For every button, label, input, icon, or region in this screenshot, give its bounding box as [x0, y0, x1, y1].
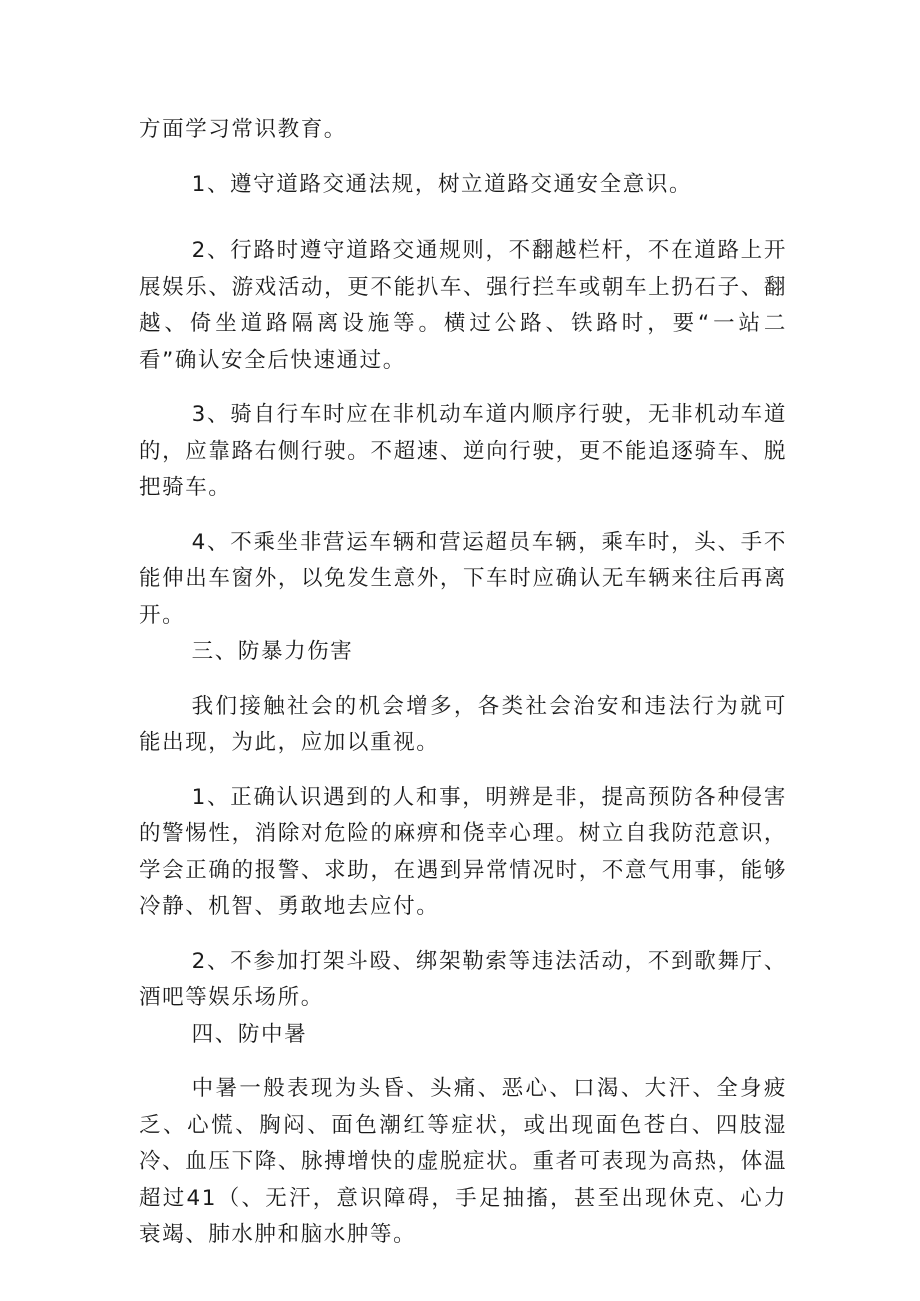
- document-body: [139, 112, 787, 1254]
- paragraph-traffic-rule-1: 1、遵守道路交通法规，树立道路交通安全意识。: [191, 171, 693, 197]
- paragraph-traffic-rule-4: 4、不乘坐非营运车辆和营运超员车辆，乘车时，头、手不能伸出车窗外，以免发生意外，下车时应确认无车辆来往后再离开。: [139, 529, 787, 628]
- paragraph-violence-intro: 我们接触社会的机会增多，各类社会治安和违法行为就可能出现，为此，应加以重视。: [139, 693, 787, 755]
- paragraph-heatstroke-symptoms: 中暑一般表现为头昏、头痛、恶心、口渴、大汗、全身疲乏、心慌、胸闷、面色潮红等症状，或出现面色苍白、四肢湿冷、血压下降、脉搏增快的虚脱症状。重者可表现为高热，体温超过41（、无汗，意识障碍，手足抽搐，甚至出现休克、心力衰竭、肺水肿和脑水肿等。: [139, 1076, 787, 1247]
- paragraph-traffic-rule-3: 3、骑自行车时应在非机动车道内顺序行驶，无非机动车道的，应靠路右侧行驶。不超速、逆向行驶，更不能追逐骑车、脱把骑车。: [139, 402, 787, 500]
- paragraph-continuation: 方面学习常识教育。: [139, 117, 347, 142]
- paragraph-violence-rule-2: 2、不参加打架斗殴、绑架勒索等违法活动，不到歌舞厅、酒吧等娱乐场所。: [139, 948, 787, 1010]
- paragraph-violence-rule-1: 1、正确认识遇到的人和事，明辨是非，提高预防各种侵害的警惕性，消除对危险的麻痹和侥幸心理。树立自我防范意识，学会正确的报警、求助，在遇到异常情况时，不意气用事，能够冷静、机智、勇敢地去应付。: [139, 784, 787, 919]
- section-heading-heatstroke: 四、防中暑: [191, 1021, 308, 1047]
- paragraph-traffic-rule-2: 2、行路时遵守道路交通规则，不翻越栏杆，不在道路上开展娱乐、游戏活动，更不能扒车、强行拦车或朝车上扔石子、翻越、倚坐道路隔离设施等。横过公路、铁路时，要“一站二看”确认安全后快速通过。: [139, 238, 787, 373]
- section-heading-violence: 三、防暴力伤害: [191, 639, 354, 664]
